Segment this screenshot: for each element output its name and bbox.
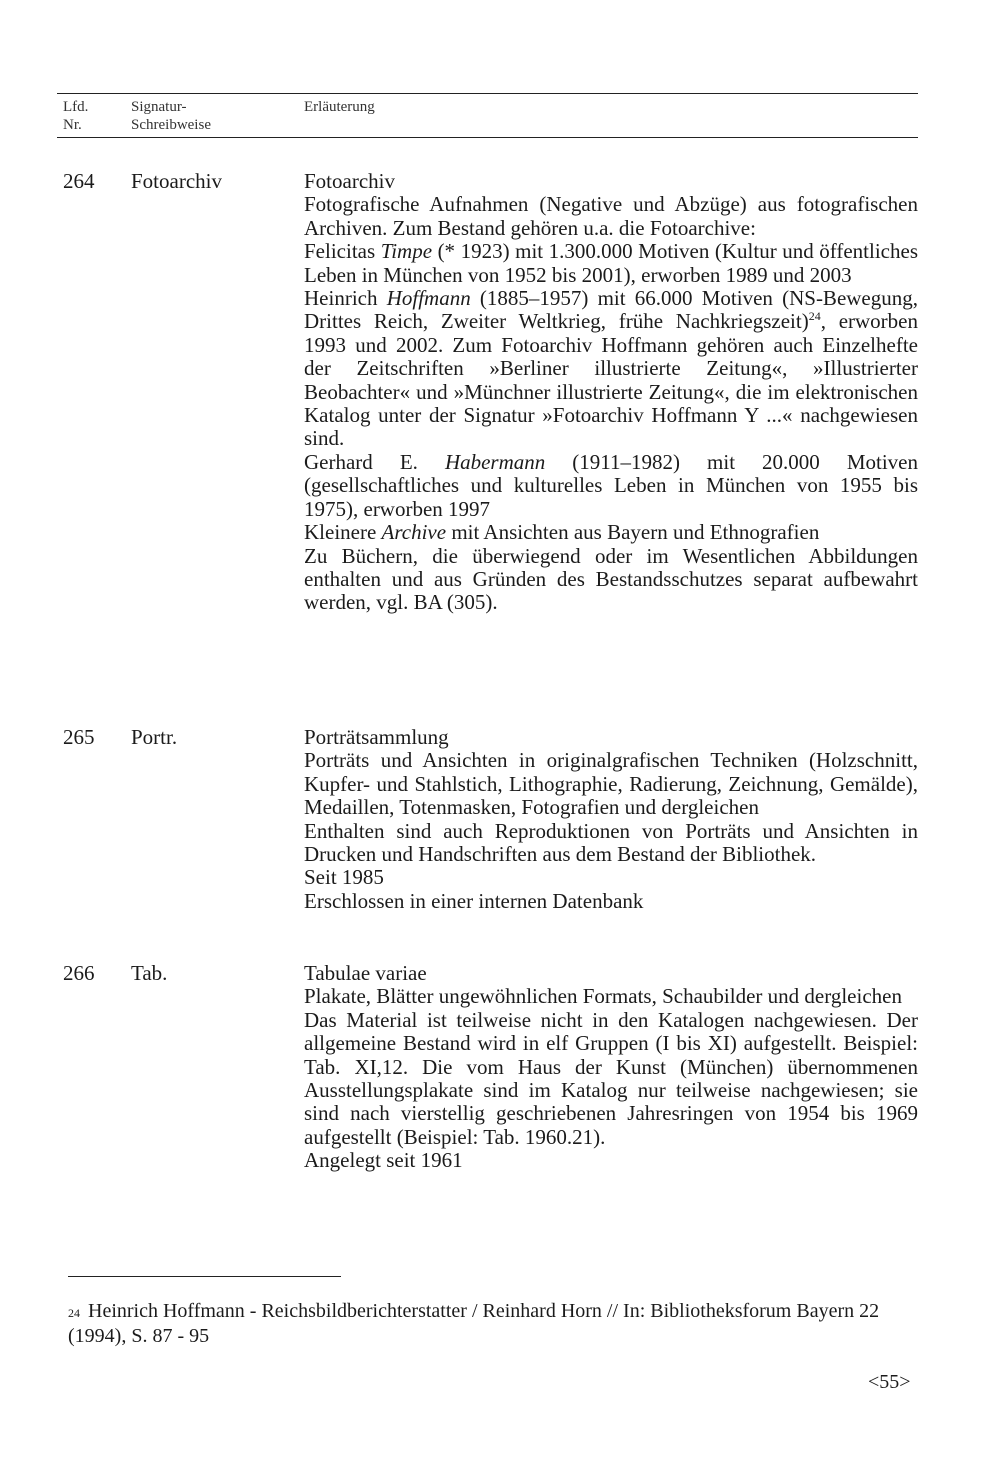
header-erlaeuterung-label: Erläuterung [304, 99, 375, 115]
footnote-text: Heinrich Hoffmann - Reichsbildberichterstatter / Reinhard Horn // In: Bibliotheksforum Bayern 22 (1994), S. 87 - 95 [68, 1300, 880, 1347]
footnote-marker: 24 [68, 1306, 80, 1320]
entry-signature: Tab. [131, 961, 168, 985]
header-erlaeuterung [304, 98, 375, 116]
entry-signature: Portr. [131, 725, 178, 749]
entry-paragraph: Das Material ist teilweise nicht in den Katalogen nachgewiesen. Der allgemeine Bestand wird in elf Gruppen (I bis XI) aufgestellt. Beispiel: Tab. XI,12. Die vom Haus der Kunst (München) übernommenen Ausstellungsplakate sind im Katalog nur teilweise nachgewiesen; sie sind nach vierstellig geschriebenen Jahresringen von 1954 bis 1969 aufgestellt (Beispiel: Tab. 1960.21). [304, 1007, 918, 1149]
entry-description [304, 170, 918, 615]
entry-paragraph: Seit 1985 [304, 865, 384, 890]
header-nr: Nr. [63, 117, 82, 133]
entry-title: Tabulae variae [304, 961, 427, 985]
entry-paragraph: Erschlossen in einer internen Datenbank [304, 888, 644, 913]
header-lfd-nr [63, 98, 88, 134]
header-lfd: Lfd. [63, 99, 89, 115]
header-signatur-line1: Signatur- [131, 99, 187, 115]
entry-description [304, 726, 918, 913]
entry-number: 264 [63, 169, 95, 193]
entry-description [304, 962, 918, 1173]
entry-number: 266 [63, 961, 95, 985]
entry-paragraph: Fotografische Aufnahmen (Negative und Abzüge) aus fotografischen Archiven. Zum Bestand gehören u.a. die Fotoarchive: [304, 192, 918, 240]
footnote-separator [68, 1276, 341, 1277]
entry-paragraph: Gerhard E. Habermann (1911–1982) mit 20.000 Motiven (gesellschaftliches und kulturelles Leben in München von 1955 bis 1975), erworben 1997 [304, 449, 919, 521]
entry-title: Fotoarchiv [304, 169, 395, 193]
page-number: <55> [868, 1371, 911, 1393]
entry-paragraph: Felicitas Timpe (* 1923) mit 1.300.000 Motiven (Kultur und öffentliches Leben in München von 1952 bis 2001), erworben 1989 und 2003 [304, 239, 918, 287]
entry-number: 265 [63, 725, 95, 749]
entry-paragraph: Plakate, Blätter ungewöhnlichen Formats, Schaubilder und dergleichen [304, 984, 902, 1009]
header-top-rule [57, 93, 918, 94]
footnote [68, 1299, 918, 1349]
entry-paragraph: Angelegt seit 1961 [304, 1148, 463, 1173]
entry-paragraph: Enthalten sind auch Reproduktionen von Porträts und Ansichten in Drucken und Handschriften aus dem Bestand der Bibliothek. [304, 818, 918, 867]
entry-paragraph: Zu Büchern, die überwiegend oder im Wesentlichen Abbildungen enthalten und aus Gründen des Bestandsschutzes separat aufbewahrt werden, vgl. BA (305). [304, 543, 918, 615]
entry-paragraph: Heinrich Hoffmann (1885–1957) mit 66.000 Motiven (NS-Bewegung, Drittes Reich, Zweiter Weltkrieg, frühe Nachkriegszeit)$^{24}$, erworben 1993 und 2002. Zum Fotoarchiv Hoffmann gehören auch Einzelhefte der Zeitschriften »Berliner illustrierte Zeitung«, »Illustrierter Beobachter« und »Münchner illustrierte Zeitung«, die im elektronischen Katalog unter der Signatur »Fotoarchiv Hoffmann Y ...« nachgewiesen sind. [304, 286, 918, 451]
entry-title: Porträtsammlung [304, 725, 449, 749]
header-signatur-line2: Schreibweise [131, 117, 211, 133]
entry-paragraph: Kleinere Archive mit Ansichten aus Bayern und Ethnografien [304, 520, 820, 545]
entry-signature: Fotoarchiv [131, 169, 222, 193]
entry-paragraph: Porträts und Ansichten in originalgrafischen Techniken (Holzschnitt, Kupfer- und Stahlstich, Lithographie, Radierung, Zeichnung, Gemälde), Medaillen, Totenmasken, Fotografien und dergleichen [304, 748, 918, 820]
header-signatur [131, 98, 211, 134]
header-bottom-rule [57, 137, 918, 138]
